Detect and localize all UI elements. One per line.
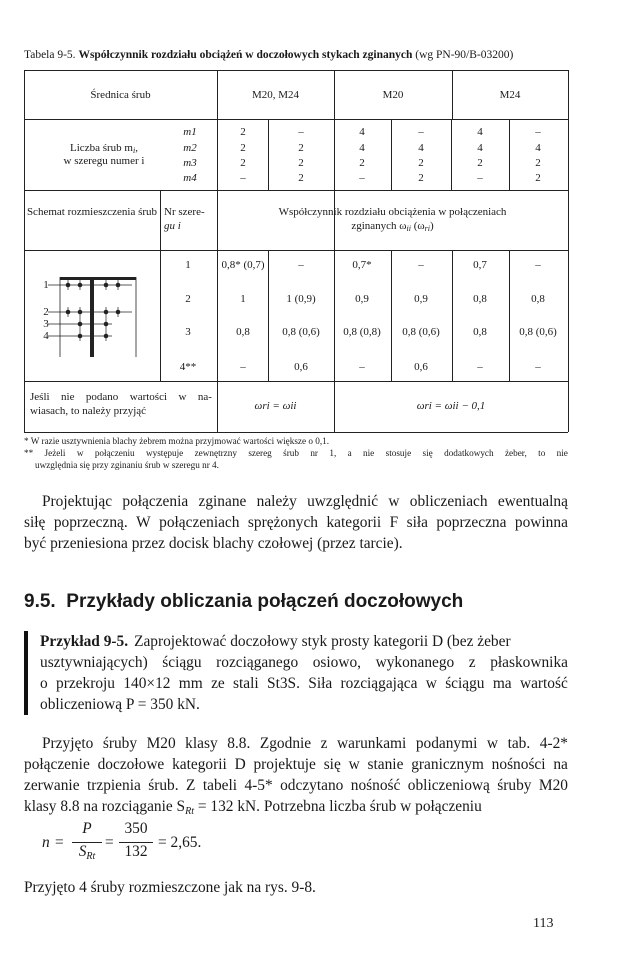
example-label: Przykład 9-5.	[40, 633, 129, 650]
count-cell: –	[535, 126, 541, 138]
count-cell: –	[359, 172, 365, 184]
bolt-scheme-diagram	[40, 265, 140, 360]
header-coef-1: Współczynnik rozdziału obciążenia w połączeniach	[278, 206, 507, 218]
header-m20: M20	[382, 89, 404, 101]
count-cell: 4	[418, 142, 424, 154]
m-label: m1	[183, 126, 197, 138]
header-scheme: Schemat rozmieszczenia śrub	[26, 206, 158, 218]
scheme-row-number: 2	[43, 306, 49, 318]
coef-cell: –	[477, 361, 483, 373]
coef-cell: 0,6	[294, 361, 308, 373]
paragraph-shear: Projektując połączenia zginane należy uwzględnić w obliczeniach ewentualną siłę poprzeczną. W połączeniach sprężonych kategorii F siła poprzeczna powinna być przeniesiona przez docisk blachy czołowej (przez tarcie).	[24, 493, 568, 552]
coef-cell: 0,9	[355, 293, 369, 305]
caption-title: Współczynnik rozdziału obciążeń w doczołowych stykach zginanych	[78, 49, 413, 61]
coef-cell: 0,9	[414, 293, 428, 305]
header-m24: M24	[499, 89, 521, 101]
footnote-1: * W razie usztywnienia blachy żebrem można przyjmować wartości większe o 0,1.	[24, 436, 330, 446]
example-text: Przykład 9-5. Zaprojektować doczołowy styk prosty kategorii D (bez żeber usztywniających) ściągu rozciąganego osiowo, wykonanego z płaskownika o przekroju 140×12 mm ze stali St3S. Siła rozciągająca w ściągu ma wartość obliczeniową P = 350 kN.	[40, 633, 568, 713]
coef-cell: 0,7*	[352, 259, 372, 271]
coef-cell: 0,8	[473, 293, 487, 305]
table-caption	[24, 49, 513, 61]
count-cell: 2	[298, 142, 304, 154]
coef-cell: 0,8 (0,6)	[402, 326, 440, 338]
row-number: 2	[185, 293, 191, 305]
m-label: m2	[183, 142, 197, 154]
count-cell: 2	[298, 157, 304, 169]
note-line-2: wiasach, to należy przyjąć	[30, 405, 147, 417]
footnote-2-line-1: ** Jeżeli w połączeniu występuje zewnętrzny szereg śrub nr 1, a nie stosuje się dodatkowych żeber, to nie	[24, 448, 568, 458]
count-cell: 2	[535, 172, 541, 184]
formula-b: ωri = ωii − 0,1	[416, 400, 486, 412]
header-m20-m24: M20, M24	[251, 89, 300, 101]
coef-cell: 0,8* (0,7)	[221, 259, 265, 271]
coef-cell: 0,6	[414, 361, 428, 373]
scheme-row-number: 1	[43, 279, 49, 291]
row-number: 1	[185, 259, 191, 271]
count-cell: 2	[535, 157, 541, 169]
coef-cell: –	[240, 361, 246, 373]
header-nr-2: gu i	[164, 220, 181, 232]
coef-cell: –	[535, 259, 541, 271]
caption-prefix: Tabela 9-5.	[24, 49, 76, 61]
count-cell: –	[298, 126, 304, 138]
coef-cell: 0,8 (0,6)	[282, 326, 320, 338]
note-line-1: Jeśli nie podano wartości w na-	[30, 391, 212, 403]
m-label: m4	[183, 172, 197, 184]
count-cell: 4	[359, 142, 365, 154]
coef-cell: 0,8	[473, 326, 487, 338]
count-cell: –	[240, 172, 246, 184]
count-cell: 2	[240, 157, 246, 169]
page-number: 113	[533, 916, 554, 931]
count-cell: 2	[418, 172, 424, 184]
m-label: m3	[183, 157, 197, 169]
header-diameter: Średnica śrub	[90, 89, 151, 101]
count-cell: –	[477, 172, 483, 184]
paragraph-final: Przyjęto 4 śruby rozmieszczone jak na rys. 9-8.	[24, 879, 316, 896]
end-plate-top	[60, 277, 136, 280]
count-cell: 2	[240, 126, 246, 138]
coef-cell: 1	[240, 293, 246, 305]
header-coef-2: zginanych ωii (ωri)	[351, 220, 434, 233]
coef-cell: 0,7	[473, 259, 487, 271]
bolts-count-label: Liczba śrub mi,	[70, 142, 138, 155]
count-cell: 2	[240, 142, 246, 154]
coef-cell: 1 (0,9)	[286, 293, 316, 305]
scheme-row-number: 3	[43, 318, 49, 330]
coef-cell: –	[359, 361, 365, 373]
footnote-2-line-2: uwzględnia się przy zginaniu śrub w szeregu nr 4.	[35, 460, 219, 470]
count-cell: 2	[477, 157, 483, 169]
coef-cell: 0,8	[531, 293, 545, 305]
formula-a: ωri = ωii	[254, 400, 297, 412]
coef-cell: –	[418, 259, 424, 271]
coef-cell: 0,8 (0,8)	[343, 326, 381, 338]
coef-cell: 0,8 (0,6)	[519, 326, 557, 338]
count-cell: 2	[359, 157, 365, 169]
count-cell: –	[418, 126, 424, 138]
scheme-row-number: 4	[43, 330, 49, 342]
caption-ref: (wg PN-90/B-03200)	[415, 49, 514, 61]
web-bar	[90, 277, 94, 357]
coef-cell: 0,8	[236, 326, 250, 338]
header-nr-1: Nr szere-	[164, 206, 205, 218]
count-cell: 2	[298, 172, 304, 184]
paragraph-bolts: Przyjęto śruby M20 klasy 8.8. Zgodnie z warunkami podanymi w tab. 4-2* połączenie doczołowe kategorii D projektuje się w stanie granicznym nośności na zerwanie trzpienia śrub. Z tabeli 4-5* odczytano nośność obliczeniową śruby M20 klasy 8.8 na rozciąganie SRt = 132 kN. Potrzebna liczba śrub w połączeniu	[24, 735, 568, 817]
count-cell: 4	[359, 126, 365, 138]
coef-cell: –	[298, 259, 304, 271]
count-cell: 4	[477, 126, 483, 138]
row-number: 3	[185, 326, 191, 338]
equation: n = P SRt = 350 132 = 2,65.	[42, 820, 202, 862]
section-heading: 9.5. Przykłady obliczania połączeń doczołowych	[24, 591, 464, 612]
row-number: 4**	[179, 361, 197, 373]
count-cell: 2	[418, 157, 424, 169]
count-cell: 4	[477, 142, 483, 154]
bolts-count-label-2: w szeregu numer i	[63, 155, 145, 167]
coef-cell: –	[535, 361, 541, 373]
count-cell: 4	[535, 142, 541, 154]
example-bar	[24, 631, 28, 715]
